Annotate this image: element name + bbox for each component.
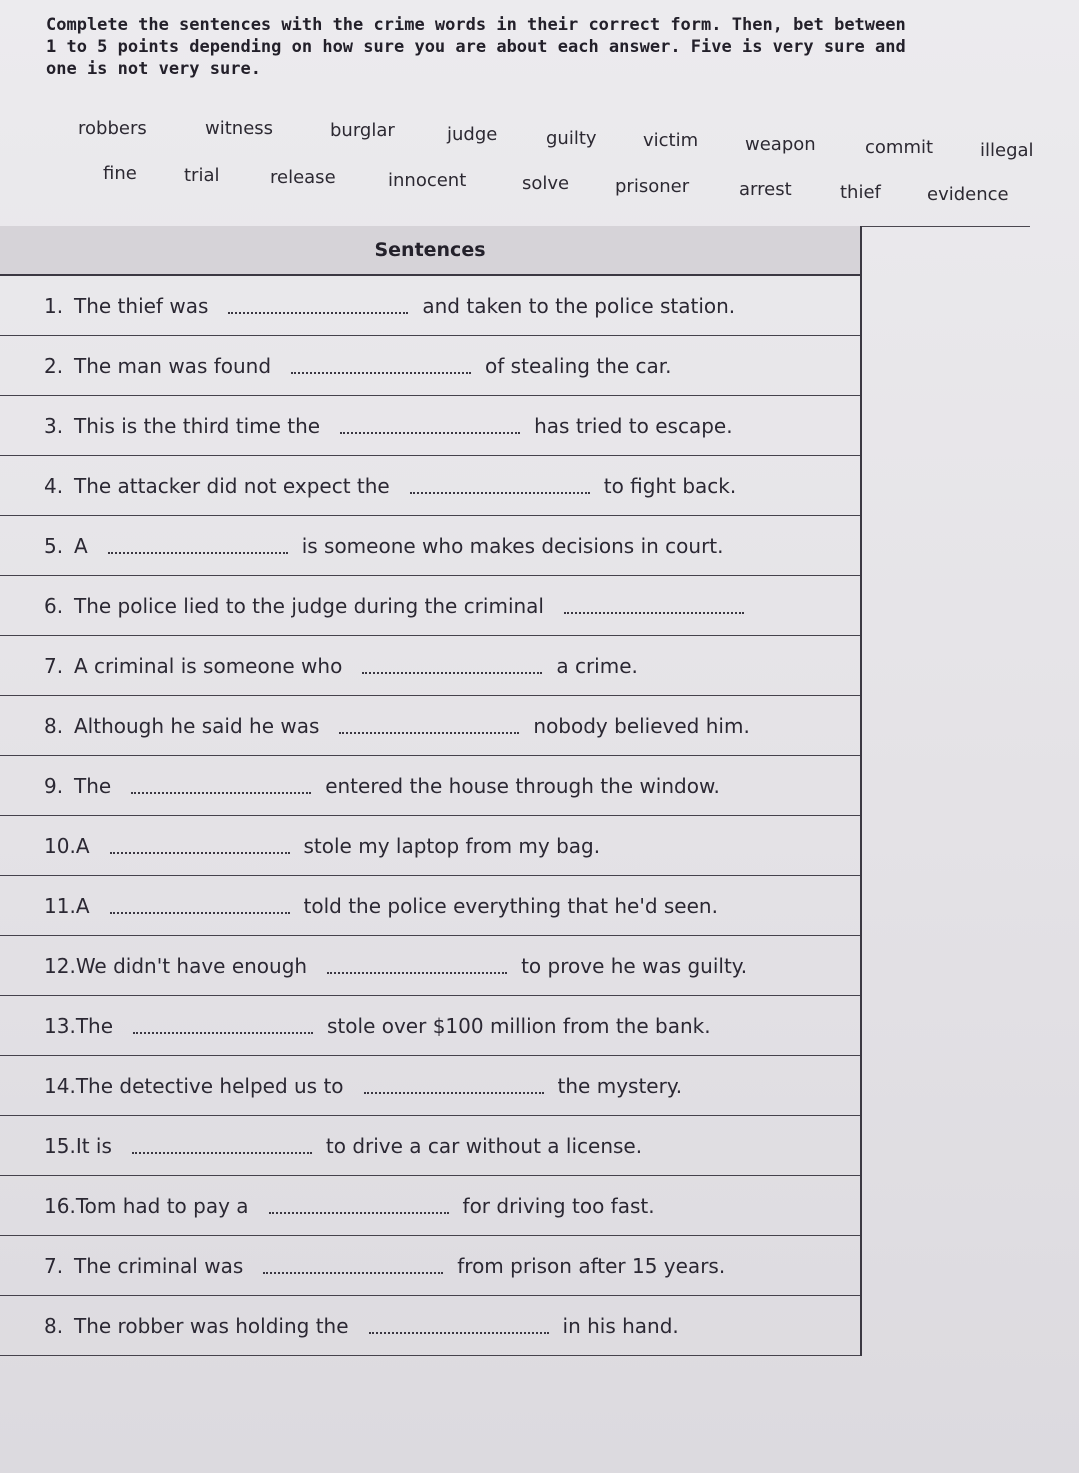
table-row	[0, 1296, 860, 1356]
sentence-end: told the police everything that he'd seen.	[303, 893, 718, 918]
sentence-start: A	[75, 893, 90, 918]
row-number: 9.	[44, 773, 64, 798]
answer-blank[interactable]	[269, 1198, 449, 1214]
sentence-end: has tried to escape.	[534, 413, 733, 438]
table-row	[0, 936, 860, 996]
word-bank-item: innocent	[388, 170, 467, 191]
sentence-start: Tom had to pay a	[75, 1193, 249, 1218]
table-row	[0, 636, 860, 696]
answer-blank[interactable]	[564, 598, 744, 614]
row-number: 5.	[44, 533, 64, 558]
row-number: 15.	[44, 1133, 76, 1158]
word-bank-item: release	[270, 167, 336, 188]
table-row	[0, 996, 860, 1056]
row-number: 16.	[44, 1193, 76, 1218]
answer-blank[interactable]	[339, 718, 519, 734]
sentence-start: It is	[75, 1133, 112, 1158]
sentence-start: The man was found	[74, 353, 272, 378]
row-number: 12.	[44, 953, 76, 978]
word-bank-item: robbers	[78, 118, 147, 139]
word-bank-item: illegal	[980, 140, 1034, 161]
answer-blank[interactable]	[228, 298, 408, 314]
instructions	[46, 14, 1076, 80]
sentence-start: A criminal is someone who	[74, 653, 343, 678]
sentence-start: We didn't have enough	[75, 953, 308, 978]
sentence-end: to fight back.	[603, 473, 737, 498]
sentence-start: The criminal was	[74, 1253, 244, 1278]
answer-blank[interactable]	[369, 1318, 549, 1334]
sentence-start: The robber was holding the	[74, 1313, 349, 1338]
answer-blank[interactable]	[263, 1258, 443, 1274]
row-number: 6.	[44, 593, 64, 618]
answer-blank[interactable]	[110, 898, 290, 914]
instructions-line-2: 1 to 5 points depending on how sure you are about each answer. Five is very sure and	[46, 37, 906, 57]
row-number: 11.	[44, 893, 76, 918]
table-row	[0, 1116, 860, 1176]
word-bank-item: arrest	[739, 179, 792, 200]
instructions-line-1: Complete the sentences with the crime words in their correct form. Then, bet between	[46, 15, 906, 35]
table-header: Sentences	[0, 226, 860, 276]
word-bank-item: prisoner	[615, 176, 690, 197]
table-row	[0, 816, 860, 876]
sentence-start: The attacker did not expect the	[74, 473, 390, 498]
sentence-start: The	[75, 1013, 114, 1038]
row-number: 2.	[44, 353, 64, 378]
table-row	[0, 456, 860, 516]
table-row	[0, 1236, 860, 1296]
word-bank-item: fine	[103, 163, 137, 184]
answer-blank[interactable]	[132, 1138, 312, 1154]
sentence-end: of stealing the car.	[485, 353, 672, 378]
answer-blank[interactable]	[410, 478, 590, 494]
answer-blank[interactable]	[108, 538, 288, 554]
word-bank-item: weapon	[745, 134, 816, 155]
sentence-start: A	[75, 833, 90, 858]
answer-blank[interactable]	[131, 778, 311, 794]
word-bank-item: burglar	[330, 120, 395, 141]
table-row	[0, 1056, 860, 1116]
sentence-start: Although he said he was	[74, 713, 320, 738]
word-bank-item: solve	[522, 173, 570, 194]
answer-blank[interactable]	[110, 838, 290, 854]
sentence-start: The detective helped us to	[75, 1073, 344, 1098]
answer-blank[interactable]	[362, 658, 542, 674]
table-row	[0, 516, 860, 576]
word-bank-item: victim	[643, 130, 699, 151]
answer-blank[interactable]	[364, 1078, 544, 1094]
sentence-start: The thief was	[74, 293, 209, 318]
table-row	[0, 756, 860, 816]
sentence-end: the mystery.	[557, 1073, 683, 1098]
sentence-end: a crime.	[556, 653, 638, 678]
word-bank	[0, 110, 1079, 220]
row-number: 4.	[44, 473, 64, 498]
instructions-line-3: one is not very sure.	[46, 59, 261, 79]
table-row	[0, 696, 860, 756]
row-number: 13.	[44, 1013, 76, 1038]
sentence-end: stole over $100 million from the bank.	[327, 1013, 711, 1038]
sentence-start: A	[74, 533, 88, 558]
sentence-end: in his hand.	[562, 1313, 679, 1338]
sentence-end: from prison after 15 years.	[457, 1253, 726, 1278]
sentence-start: The	[74, 773, 112, 798]
sentence-start: The police lied to the judge during the criminal	[74, 593, 544, 618]
row-number: 14.	[44, 1073, 76, 1098]
row-number: 1.	[44, 293, 64, 318]
word-bank-item: thief	[840, 182, 881, 203]
table-row	[0, 876, 860, 936]
sentence-end: and taken to the police station.	[422, 293, 736, 318]
table-row	[0, 1176, 860, 1236]
word-bank-item: guilty	[546, 128, 597, 149]
answer-blank[interactable]	[133, 1018, 313, 1034]
word-bank-item: judge	[447, 124, 498, 145]
row-number: 3.	[44, 413, 64, 438]
sentence-end: for driving too fast.	[462, 1193, 655, 1218]
sentence-end: to drive a car without a license.	[325, 1133, 643, 1158]
row-number: 8.	[44, 713, 64, 738]
word-bank-item: trial	[184, 165, 220, 186]
sentence-end: nobody believed him.	[533, 713, 750, 738]
sentences-table	[0, 226, 862, 1356]
sentence-end: stole my laptop from my bag.	[303, 833, 601, 858]
answer-blank[interactable]	[340, 418, 520, 434]
word-bank-item: witness	[205, 118, 274, 139]
table-row	[0, 276, 860, 336]
row-number: 7.	[44, 653, 64, 678]
table-row	[0, 396, 860, 456]
row-number: 10.	[44, 833, 76, 858]
word-bank-item: evidence	[927, 184, 1009, 205]
answer-blank[interactable]	[327, 958, 507, 974]
row-number: 8.	[44, 1313, 64, 1338]
row-number: 7.	[44, 1253, 64, 1278]
word-bank-item: commit	[865, 137, 934, 158]
sentence-start: This is the third time the	[74, 413, 321, 438]
answer-blank[interactable]	[291, 358, 471, 374]
table-row	[0, 336, 860, 396]
table-row	[0, 576, 860, 636]
sentence-end: to prove he was guilty.	[521, 953, 748, 978]
sentence-end: is someone who makes decisions in court.	[301, 533, 724, 558]
sentence-end: entered the house through the window.	[325, 773, 720, 798]
